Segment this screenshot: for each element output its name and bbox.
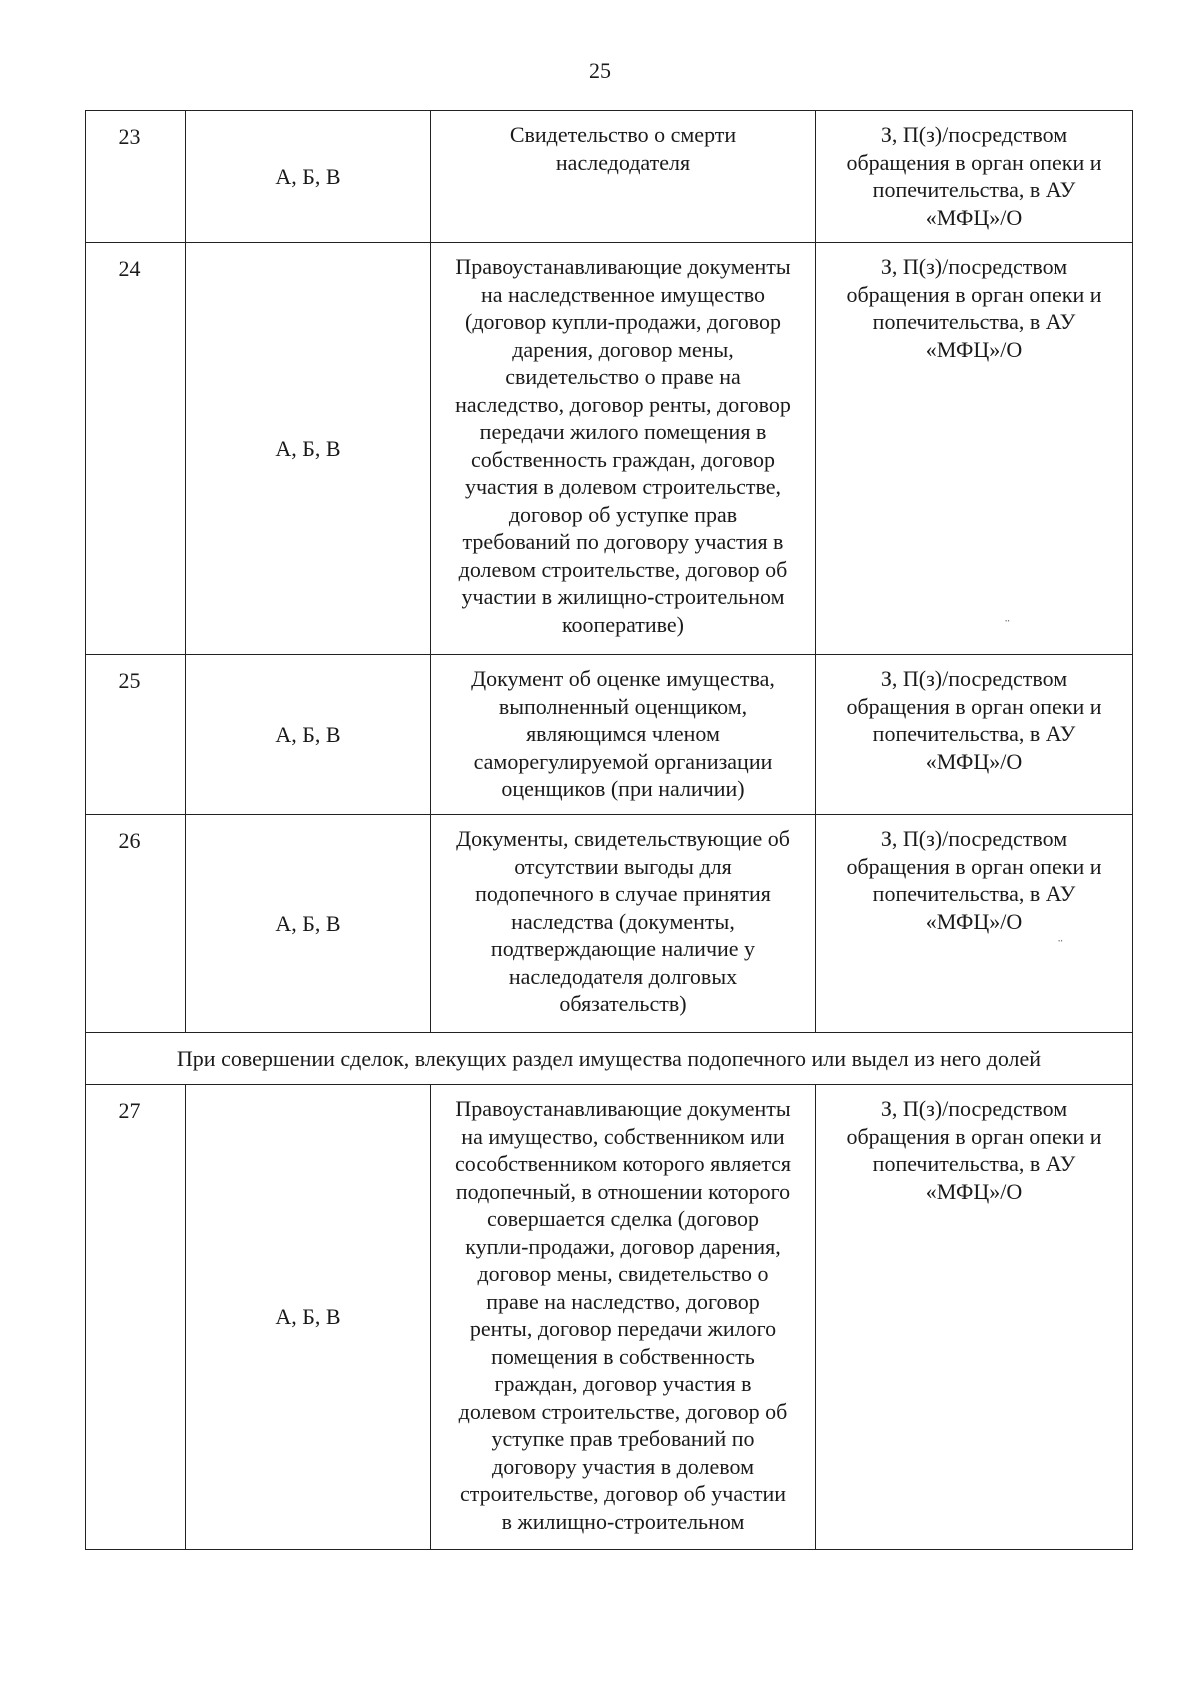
cell-line: Правоустанавливающие документы [455, 1096, 791, 1121]
cell-line: З, П(з)/посредством [880, 122, 1068, 147]
cell-line: оценщиков (при наличии) [501, 776, 745, 801]
table-row [86, 815, 1133, 1033]
table-row [86, 243, 1133, 655]
cell-line: выполненный оценщиком, [498, 693, 748, 719]
row-number: 24 [86, 243, 186, 655]
cell-line: дарения, договор мены, [512, 336, 734, 362]
cell-line: (договор купли-продажи, договор [465, 309, 781, 334]
cell-line: попечительства, в АУ [872, 721, 1076, 746]
cell-line: на имущество, собственником или [461, 1123, 785, 1149]
row-number: 27 [86, 1085, 186, 1550]
cell-line: обращения в орган опеки и [846, 281, 1102, 307]
cell-line: З, П(з)/посредством [880, 1096, 1068, 1121]
cell-line: обязательств) [559, 991, 687, 1016]
cell-line: подтверждающие наличие у [490, 936, 756, 961]
cell-line: являющимся членом [526, 721, 720, 746]
cell-line: «МФЦ»/О [925, 204, 1023, 230]
submission-method [816, 655, 1133, 815]
cell-line: «МФЦ»/О [925, 908, 1023, 934]
cell-line: наследство, договор ренты, договор [455, 391, 791, 417]
cell-line: помещения в собственность [491, 1343, 755, 1369]
row-number: 25 [86, 655, 186, 815]
cell-line: договор мены, свидетельство о [477, 1261, 769, 1286]
document-name [431, 243, 816, 655]
cell-line: обращения в орган опеки и [846, 693, 1102, 719]
cell-line: участии в жилищно-строительном [461, 584, 785, 609]
cell-line: обращения в орган опеки и [846, 1123, 1102, 1149]
cell-line: Свидетельство о смерти [509, 122, 737, 147]
cell-line: передачи жилого помещения в [479, 419, 767, 444]
cell-line: попечительства, в АУ [872, 881, 1076, 906]
cell-line: З, П(з)/посредством [880, 666, 1068, 691]
row-number: 23 [86, 111, 186, 243]
cell-line: праве на наследство, договор [486, 1288, 760, 1314]
applicant-category: А, Б, В [186, 111, 431, 243]
document-name [431, 815, 816, 1033]
cell-line: долевом строительстве, договор об [458, 556, 788, 582]
cell-line: граждан, договор участия в [494, 1371, 752, 1396]
section-heading: При совершении сделок, влекущих раздел имущества подопечного или выдел из него долей [86, 1033, 1133, 1085]
cell-line: «МФЦ»/О [925, 1178, 1023, 1204]
cell-line: долевом строительстве, договор об [458, 1398, 788, 1424]
documents-table [85, 110, 1133, 1550]
applicant-category: А, Б, В [186, 655, 431, 815]
cell-line: «МФЦ»/О [925, 748, 1023, 774]
cell-line: Документы, свидетельствующие об [456, 826, 790, 851]
table-row [86, 111, 1133, 243]
document-name [431, 655, 816, 815]
cell-line: наследодателя долговых [508, 963, 738, 989]
cell-line: наследодателя [555, 149, 691, 175]
cell-line: купли-продажи, договор дарения, [465, 1233, 781, 1259]
cell-line: З, П(з)/посредством [880, 254, 1068, 279]
applicant-category: А, Б, В [186, 1085, 431, 1550]
submission-method [816, 111, 1133, 243]
cell-line: обращения в орган опеки и [846, 853, 1102, 879]
submission-method [816, 815, 1133, 1033]
table-row [86, 1085, 1133, 1550]
cell-line: кооперативе) [561, 611, 685, 637]
applicant-category: А, Б, В [186, 243, 431, 655]
section-heading-row [86, 1033, 1133, 1085]
cell-line: попечительства, в АУ [872, 177, 1076, 202]
cell-line: попечительства, в АУ [872, 1151, 1076, 1176]
row-number: 26 [86, 815, 186, 1033]
applicant-category: А, Б, В [186, 815, 431, 1033]
cell-line: свидетельство о праве на [505, 364, 741, 389]
scan-speck: ¨ [1005, 618, 1010, 633]
cell-line: наследства (документы, [511, 908, 735, 934]
cell-line: подопечный, в отношении которого [455, 1178, 791, 1204]
cell-line: подопечного в случае принятия [475, 881, 771, 906]
submission-method [816, 1085, 1133, 1550]
cell-line: Документ об оценке имущества, [471, 666, 775, 691]
submission-method [816, 243, 1133, 655]
cell-line: совершается сделка (договор [486, 1206, 760, 1231]
cell-line: участия в долевом строительстве, [464, 474, 782, 499]
cell-line: договору участия в долевом [492, 1453, 754, 1479]
cell-line: уступке прав требований по [491, 1426, 755, 1451]
cell-line: З, П(з)/посредством [880, 826, 1068, 851]
cell-line: ренты, договор передачи жилого [469, 1316, 777, 1341]
cell-line: «МФЦ»/О [925, 336, 1023, 362]
cell-line: собственность граждан, договор [471, 446, 775, 472]
cell-line: договор об уступке прав [508, 501, 738, 527]
cell-line: обращения в орган опеки и [846, 149, 1102, 175]
document-name [431, 1085, 816, 1550]
cell-line: в жилищно-строительном [501, 1508, 745, 1534]
table-row [86, 655, 1133, 815]
cell-line: попечительства, в АУ [872, 309, 1076, 334]
cell-line: на наследственное имущество [480, 281, 766, 307]
cell-line: Правоустанавливающие документы [455, 254, 791, 279]
cell-line: строительстве, договор об участии [459, 1481, 787, 1506]
document-name [431, 111, 816, 243]
cell-line: саморегулируемой организации [473, 748, 773, 774]
page-number: 25 [589, 58, 611, 83]
cell-line: требований по договору участия в [462, 529, 784, 554]
cell-line: сособственником которого является [455, 1151, 791, 1176]
scan-speck: ¨ [1058, 938, 1063, 953]
cell-line: отсутствии выгоды для [514, 853, 732, 879]
